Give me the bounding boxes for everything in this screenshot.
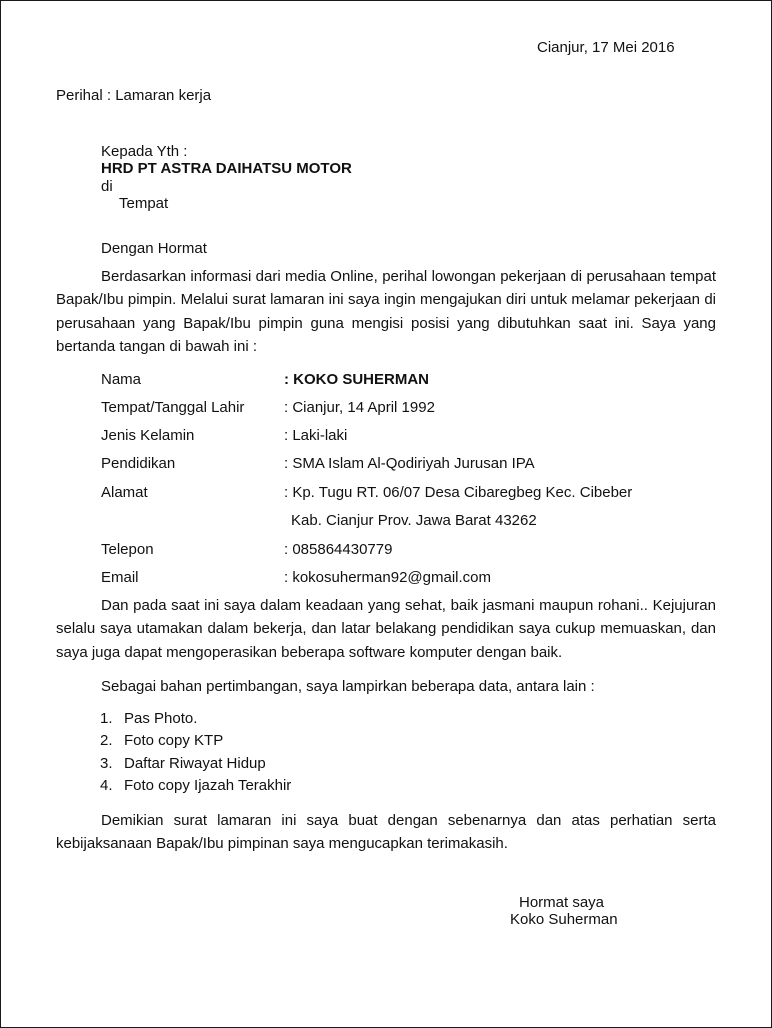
intro-line: bertanda tangan di bawah ini : (56, 337, 257, 355)
intro-line: Bapak/Ibu pimpin. Melalui surat lamaran ini saya ingin mengajukan diri untuk melamar pekerjaan di (56, 291, 716, 309)
detail-label: Pendidikan (101, 455, 176, 472)
attachments-intro: Sebagai bahan pertimbangan, saya lampirkan beberapa data, antara lain : (101, 678, 595, 695)
intro-line: perusahaan yang Bapak/Ibu pimpin guna mengisi posisi yang dibutuhkan saat ini. Saya yang (56, 314, 716, 332)
detail-label: Telepon (101, 541, 154, 558)
closing-line: kebijaksanaan Bapak/Ibu pimpinan saya mengucapkan terimakasih. (56, 835, 508, 853)
recipient-company: HRD PT ASTRA DAIHATSU MOTOR (101, 160, 352, 177)
sign-off: Hormat saya (519, 894, 605, 911)
detail-label: Nama (101, 371, 142, 388)
detail-value: : SMA Islam Al-Qodiriyah Jurusan IPA (284, 455, 535, 472)
body-paragraph (56, 594, 716, 664)
list-number: 2. (100, 732, 113, 749)
detail-value: : 085864430779 (284, 541, 393, 558)
signatory-name: Koko Suherman (510, 911, 618, 928)
detail-label: Email (101, 569, 139, 586)
recipient-at: di (101, 178, 113, 195)
list-number: 1. (100, 710, 113, 727)
list-item (100, 732, 223, 750)
detail-label: Jenis Kelamin (101, 427, 195, 444)
detail-value: : Cianjur, 14 April 1992 (284, 399, 435, 416)
subject-line: Perihal : Lamaran kerja (56, 87, 212, 104)
list-text: Daftar Riwayat Hidup (124, 755, 266, 772)
list-number: 3. (100, 755, 113, 772)
list-item (100, 777, 291, 795)
intro-line: Berdasarkan informasi dari media Online, perihal lowongan pekerjaan di perusahaan tempat (101, 268, 716, 285)
body-line: Dan pada saat ini saya dalam keadaan yang sehat, baik jasmani maupun rohani.. Kejujuran (101, 597, 716, 614)
detail-value: : KOKO SUHERMAN (284, 371, 429, 388)
detail-value: : Laki-laki (284, 427, 348, 444)
list-text: Pas Photo. (124, 710, 198, 727)
list-text: Foto copy Ijazah Terakhir (124, 777, 292, 794)
list-item (100, 710, 197, 728)
body-line: selalu saya utamakan dalam bekerja, dan latar belakang pendidikan saya cukup memuaskan, dan (56, 620, 716, 638)
intro-paragraph (56, 265, 716, 358)
place-date: Cianjur, 17 Mei 2016 (537, 39, 675, 56)
detail-label: Tempat/Tanggal Lahir (101, 399, 245, 416)
closing-line: Demikian surat lamaran ini saya buat dengan sebenarnya dan atas perhatian serta (101, 812, 716, 829)
detail-value: Kab. Cianjur Prov. Jawa Barat 43262 (291, 512, 537, 529)
list-item (100, 755, 266, 773)
salutation: Dengan Hormat (101, 240, 207, 257)
detail-value: : kokosuherman92@gmail.com (284, 569, 491, 586)
body-line: saya juga dapat mengoperasikan beberapa software komputer dengan baik. (56, 643, 563, 661)
detail-value: : Kp. Tugu RT. 06/07 Desa Cibaregbeg Kec. Cibeber (284, 484, 633, 501)
closing-paragraph (56, 809, 716, 856)
detail-label: Alamat (101, 484, 148, 501)
recipient-place: Tempat (119, 195, 169, 212)
list-number: 4. (100, 777, 113, 794)
recipient-greeting: Kepada Yth : (101, 143, 188, 160)
list-text: Foto copy KTP (124, 732, 224, 749)
